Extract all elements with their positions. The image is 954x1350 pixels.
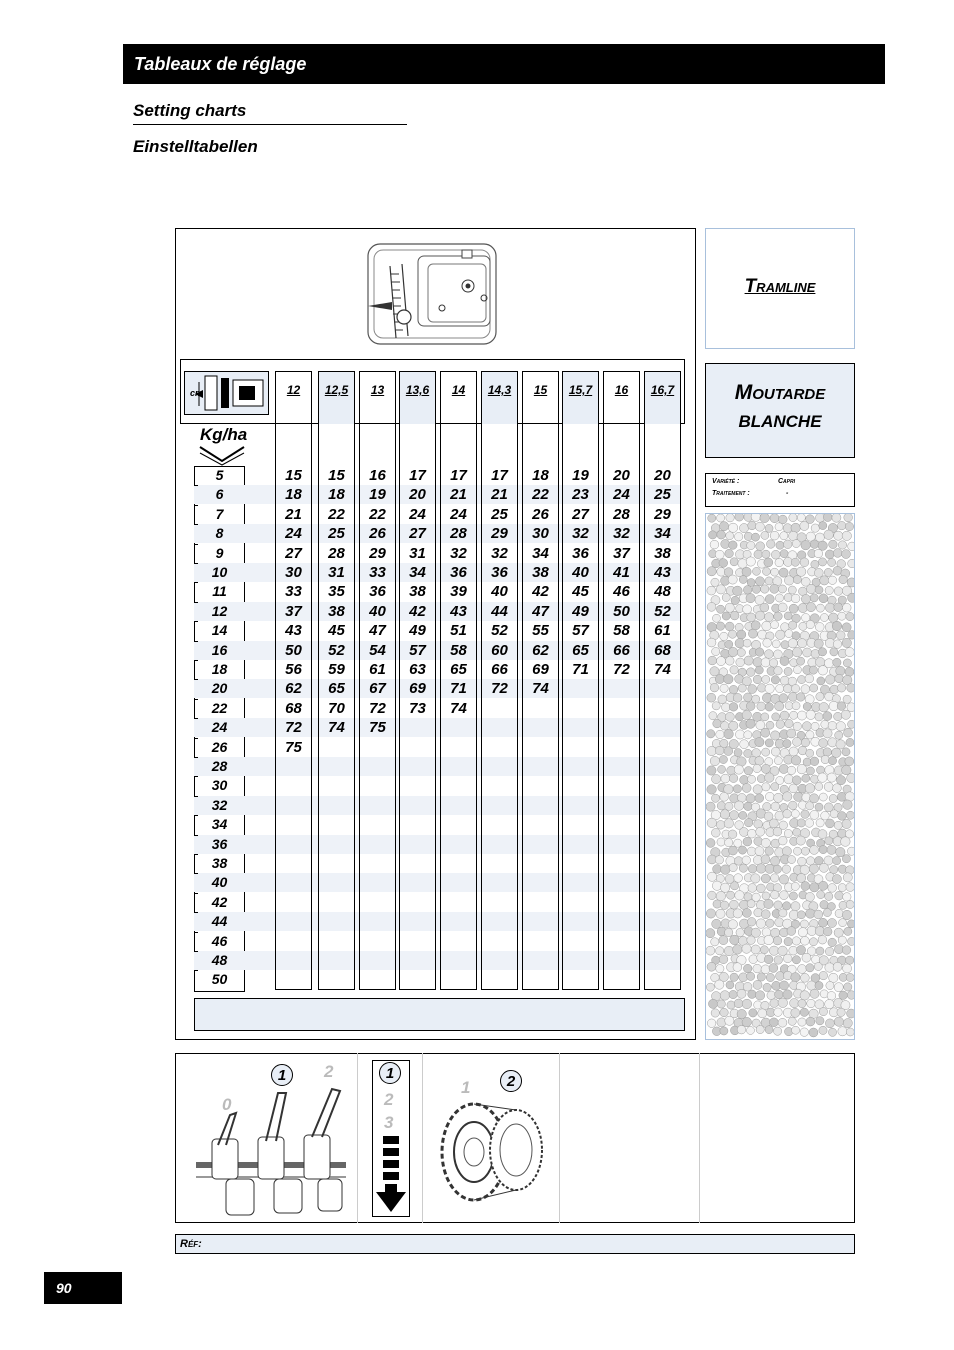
table-cell: 33 — [369, 564, 386, 581]
table-cell: 43 — [450, 602, 467, 620]
rate-value: 40 — [211, 874, 228, 891]
table-cell: 39 — [450, 583, 467, 601]
rate-tick — [194, 699, 198, 700]
table-cell: 31 — [328, 564, 345, 581]
spacing-column — [603, 371, 640, 990]
rate-tick — [194, 932, 198, 933]
table-cell: 18 — [532, 467, 549, 484]
rate-value: 28 — [211, 758, 228, 774]
table-cell: 66 — [613, 641, 630, 659]
column-header: 13,6 — [405, 383, 430, 397]
column-header: 16 — [614, 383, 629, 397]
table-cell: 51 — [450, 622, 467, 640]
table-cell: 74 — [654, 661, 671, 678]
lever-position-0: 0 — [222, 1095, 232, 1114]
table-cell: 22 — [532, 486, 549, 504]
crop-name-line2: BLANCHE — [738, 412, 822, 431]
rate-tick — [194, 524, 198, 525]
table-cell: 36 — [491, 564, 508, 581]
rate-value: 38 — [211, 855, 228, 871]
table-cell: 75 — [285, 738, 302, 756]
table-cell: 68 — [285, 699, 302, 717]
rate-tick — [194, 970, 198, 971]
rate-value: 22 — [211, 699, 228, 716]
table-cell: 20 — [409, 486, 426, 504]
table-cell: 25 — [491, 505, 508, 523]
rate-value: 11 — [212, 583, 227, 600]
rate-tick — [194, 602, 198, 603]
column-header-shade — [319, 372, 354, 424]
gear-illustration — [432, 1092, 552, 1207]
column-header: 12 — [286, 383, 301, 397]
rate-tick — [194, 641, 198, 642]
rate-value: 32 — [211, 796, 228, 813]
table-cell: 47 — [532, 602, 549, 620]
table-cell: 23 — [572, 486, 589, 504]
lever-position-1: 1 — [271, 1064, 293, 1086]
table-cell: 21 — [450, 486, 467, 504]
table-cell: 36 — [450, 564, 467, 581]
table-cell: 57 — [572, 622, 589, 640]
table-cell: 73 — [409, 699, 426, 717]
table-cell: 49 — [572, 602, 589, 620]
rate-value: 30 — [211, 777, 228, 794]
rate-tick — [194, 738, 198, 739]
row-spacing-unit: cm — [190, 388, 204, 398]
table-cell: 45 — [572, 583, 589, 601]
table-cell: 22 — [369, 505, 386, 523]
table-cell: 40 — [491, 583, 508, 601]
table-cell: 28 — [328, 544, 345, 562]
rate-value: 44 — [211, 913, 228, 930]
table-cell: 29 — [654, 505, 671, 523]
table-cell: 54 — [369, 641, 386, 659]
table-cell: 31 — [409, 544, 426, 562]
table-cell: 21 — [285, 505, 302, 523]
table-cell: 24 — [450, 505, 467, 523]
table-cell: 33 — [285, 583, 302, 601]
table-cell: 72 — [369, 699, 386, 717]
rate-value: 46 — [211, 932, 228, 949]
table-cell: 50 — [285, 641, 302, 659]
subtitle-german: Einstelltabellen — [133, 137, 258, 156]
table-cell: 17 — [491, 467, 508, 484]
seed-photo — [705, 513, 855, 1040]
table-cell: 68 — [654, 641, 671, 659]
rate-tick — [194, 621, 198, 622]
lever-illustration — [196, 1075, 346, 1220]
rate-value: 5 — [215, 467, 224, 483]
column-header: 14,3 — [487, 383, 512, 397]
page-number: 90 — [44, 1272, 122, 1304]
table-cell: 25 — [328, 525, 345, 543]
treatment-value: - — [786, 490, 789, 497]
table-cell: 27 — [409, 525, 426, 543]
table-cell: 52 — [491, 622, 508, 640]
rate-tick — [194, 776, 198, 777]
table-cell: 55 — [532, 622, 549, 640]
table-cell: 65 — [572, 641, 589, 659]
table-cell: 67 — [369, 680, 386, 698]
column-header-shade — [645, 372, 680, 424]
table-cell: 65 — [328, 680, 345, 698]
table-cell: 18 — [285, 486, 302, 504]
rate-value: 9 — [215, 544, 224, 561]
table-cell: 29 — [369, 544, 386, 562]
table-cell: 30 — [285, 564, 302, 581]
rate-tick — [194, 544, 198, 545]
shutter-position-1: 1 — [379, 1062, 401, 1084]
rate-tick — [194, 505, 198, 506]
rate-tick — [194, 835, 198, 836]
table-cell: 61 — [369, 661, 386, 678]
table-cell: 65 — [450, 661, 467, 678]
table-cell: 27 — [285, 544, 302, 562]
table-cell: 19 — [572, 467, 589, 484]
table-cell: 72 — [285, 719, 302, 737]
table-cell: 74 — [328, 719, 345, 737]
column-header: 14 — [451, 383, 466, 397]
column-header: 15,7 — [568, 383, 593, 397]
rate-tick — [194, 796, 198, 797]
table-cell: 32 — [572, 525, 589, 543]
table-cell: 16 — [369, 467, 386, 484]
rate-value: 36 — [211, 835, 228, 852]
table-cell: 19 — [369, 486, 386, 504]
rate-value: 16 — [211, 641, 228, 658]
crop-name-box — [705, 363, 855, 458]
table-cell: 22 — [328, 505, 345, 523]
table-cell: 69 — [532, 661, 549, 678]
rate-value: 12 — [211, 602, 228, 619]
table-cell: 27 — [572, 505, 589, 523]
table-cell: 52 — [654, 602, 671, 620]
table-cell: 30 — [532, 525, 549, 543]
rate-tick — [194, 893, 198, 894]
table-cell: 58 — [450, 641, 467, 659]
column-header-shade — [400, 372, 435, 424]
table-cell: 60 — [491, 641, 508, 659]
lever-position-2: 2 — [324, 1062, 334, 1081]
gear-position-1: 1 — [461, 1078, 471, 1097]
column-header: 15 — [533, 383, 548, 397]
table-cell: 35 — [328, 583, 345, 601]
table-cell: 28 — [450, 525, 467, 543]
table-cell: 63 — [409, 661, 426, 678]
table-cell: 72 — [491, 680, 508, 698]
table-cell: 46 — [613, 583, 630, 601]
table-cell: 38 — [409, 583, 426, 601]
rate-value: 18 — [211, 661, 228, 677]
table-cell: 48 — [654, 583, 671, 601]
treatment-label: Traitement : — [712, 490, 750, 497]
table-cell: 37 — [613, 544, 630, 562]
table-cell: 44 — [491, 602, 508, 620]
reference-bar: Réf: — [175, 1234, 855, 1254]
table-cell: 42 — [532, 583, 549, 601]
table-cell: 56 — [285, 661, 302, 678]
table-cell: 58 — [613, 622, 630, 640]
table-cell: 24 — [409, 505, 426, 523]
column-header: 13 — [370, 383, 385, 397]
rate-value: 34 — [211, 816, 228, 833]
shutter-position-2: 2 — [384, 1090, 394, 1109]
rate-tick — [194, 912, 198, 913]
variety-value: Capri — [778, 478, 796, 485]
subtitle-english: Setting charts — [133, 101, 407, 125]
table-cell: 49 — [409, 622, 426, 640]
table-cell: 34 — [532, 544, 549, 562]
arrow-down-icon — [374, 1134, 408, 1214]
rate-value: 26 — [211, 738, 228, 755]
rate-tick — [194, 873, 198, 874]
gear-position-2: 2 — [500, 1070, 522, 1092]
notes-strip — [194, 998, 685, 1031]
rate-value: 24 — [211, 719, 228, 736]
table-cell: 75 — [369, 719, 386, 737]
table-cell: 24 — [613, 486, 630, 504]
table-cell: 26 — [532, 505, 549, 523]
table-cell: 69 — [409, 680, 426, 698]
rate-tick — [194, 660, 198, 661]
table-cell: 43 — [654, 564, 671, 581]
table-cell: 34 — [654, 525, 671, 543]
column-header-shade — [482, 372, 517, 424]
spacing-column — [644, 371, 681, 990]
column-header: 16,7 — [650, 383, 675, 397]
table-cell: 36 — [369, 583, 386, 601]
table-cell: 32 — [613, 525, 630, 543]
chevron-down-icon — [196, 443, 250, 467]
table-cell: 15 — [328, 467, 345, 484]
table-cell: 62 — [285, 680, 302, 698]
tramline-label: Tramline — [744, 276, 816, 297]
rate-value: 14 — [211, 622, 228, 639]
rate-value: 10 — [211, 564, 228, 580]
table-cell: 36 — [572, 544, 589, 562]
table-cell: 52 — [328, 641, 345, 659]
table-cell: 29 — [491, 525, 508, 543]
table-cell: 45 — [328, 622, 345, 640]
table-cell: 40 — [369, 602, 386, 620]
table-cell: 21 — [491, 486, 508, 504]
table-cell: 32 — [491, 544, 508, 562]
table-cell: 34 — [409, 564, 426, 581]
table-cell: 41 — [613, 564, 630, 581]
rate-value: 20 — [211, 680, 228, 697]
table-cell: 74 — [450, 699, 467, 717]
rate-tick — [194, 854, 198, 855]
rate-unit-label: Kg/ha — [200, 425, 248, 444]
table-cell: 62 — [532, 641, 549, 659]
variety-label: Variété : — [712, 478, 740, 485]
rate-value: 8 — [215, 525, 224, 542]
table-cell: 71 — [450, 680, 467, 698]
table-cell: 17 — [409, 467, 426, 484]
table-cell: 32 — [450, 544, 467, 562]
rate-tick — [194, 563, 198, 564]
rate-tick — [194, 718, 198, 719]
spacing-column — [562, 371, 599, 990]
table-cell: 72 — [613, 661, 630, 678]
table-cell: 37 — [285, 602, 302, 620]
rate-tick — [194, 582, 198, 583]
table-cell: 26 — [369, 525, 386, 543]
table-cell: 38 — [654, 544, 671, 562]
table-cell: 24 — [285, 525, 302, 543]
rate-tick — [194, 485, 198, 486]
table-cell: 20 — [613, 467, 630, 484]
table-cell: 17 — [450, 467, 467, 484]
rate-tick — [194, 951, 198, 952]
table-cell: 47 — [369, 622, 386, 640]
table-cell: 20 — [654, 467, 671, 484]
table-cell: 50 — [613, 602, 630, 620]
rate-value: 6 — [215, 486, 224, 503]
table-cell: 15 — [285, 467, 302, 484]
page-title: Tableaux de réglage — [123, 44, 885, 84]
table-cell: 25 — [654, 486, 671, 504]
table-cell: 71 — [572, 661, 589, 678]
table-cell: 57 — [409, 641, 426, 659]
rate-tick — [194, 757, 198, 758]
column-header: 12,5 — [324, 383, 349, 397]
table-cell: 43 — [285, 622, 302, 640]
table-cell: 28 — [613, 505, 630, 523]
rate-tick — [194, 679, 198, 680]
rate-value: 42 — [211, 893, 228, 910]
table-cell: 66 — [491, 661, 508, 678]
table-cell: 18 — [328, 486, 345, 504]
table-cell: 59 — [328, 661, 345, 678]
table-cell: 61 — [654, 622, 671, 640]
table-cell: 42 — [409, 602, 426, 620]
rate-tick — [194, 815, 198, 816]
table-cell: 38 — [532, 564, 549, 581]
table-cell: 38 — [328, 602, 345, 620]
crop-name-line1: Moutarde — [734, 381, 826, 404]
table-cell: 74 — [532, 680, 549, 698]
rate-value: 7 — [215, 505, 224, 522]
column-header-shade — [563, 372, 598, 424]
metering-unit-illustration — [362, 238, 502, 350]
rate-value: 48 — [211, 952, 228, 968]
rate-value: 50 — [211, 971, 228, 988]
table-cell: 40 — [572, 564, 589, 581]
shutter-position-3: 3 — [384, 1113, 394, 1132]
table-cell: 70 — [328, 699, 345, 717]
